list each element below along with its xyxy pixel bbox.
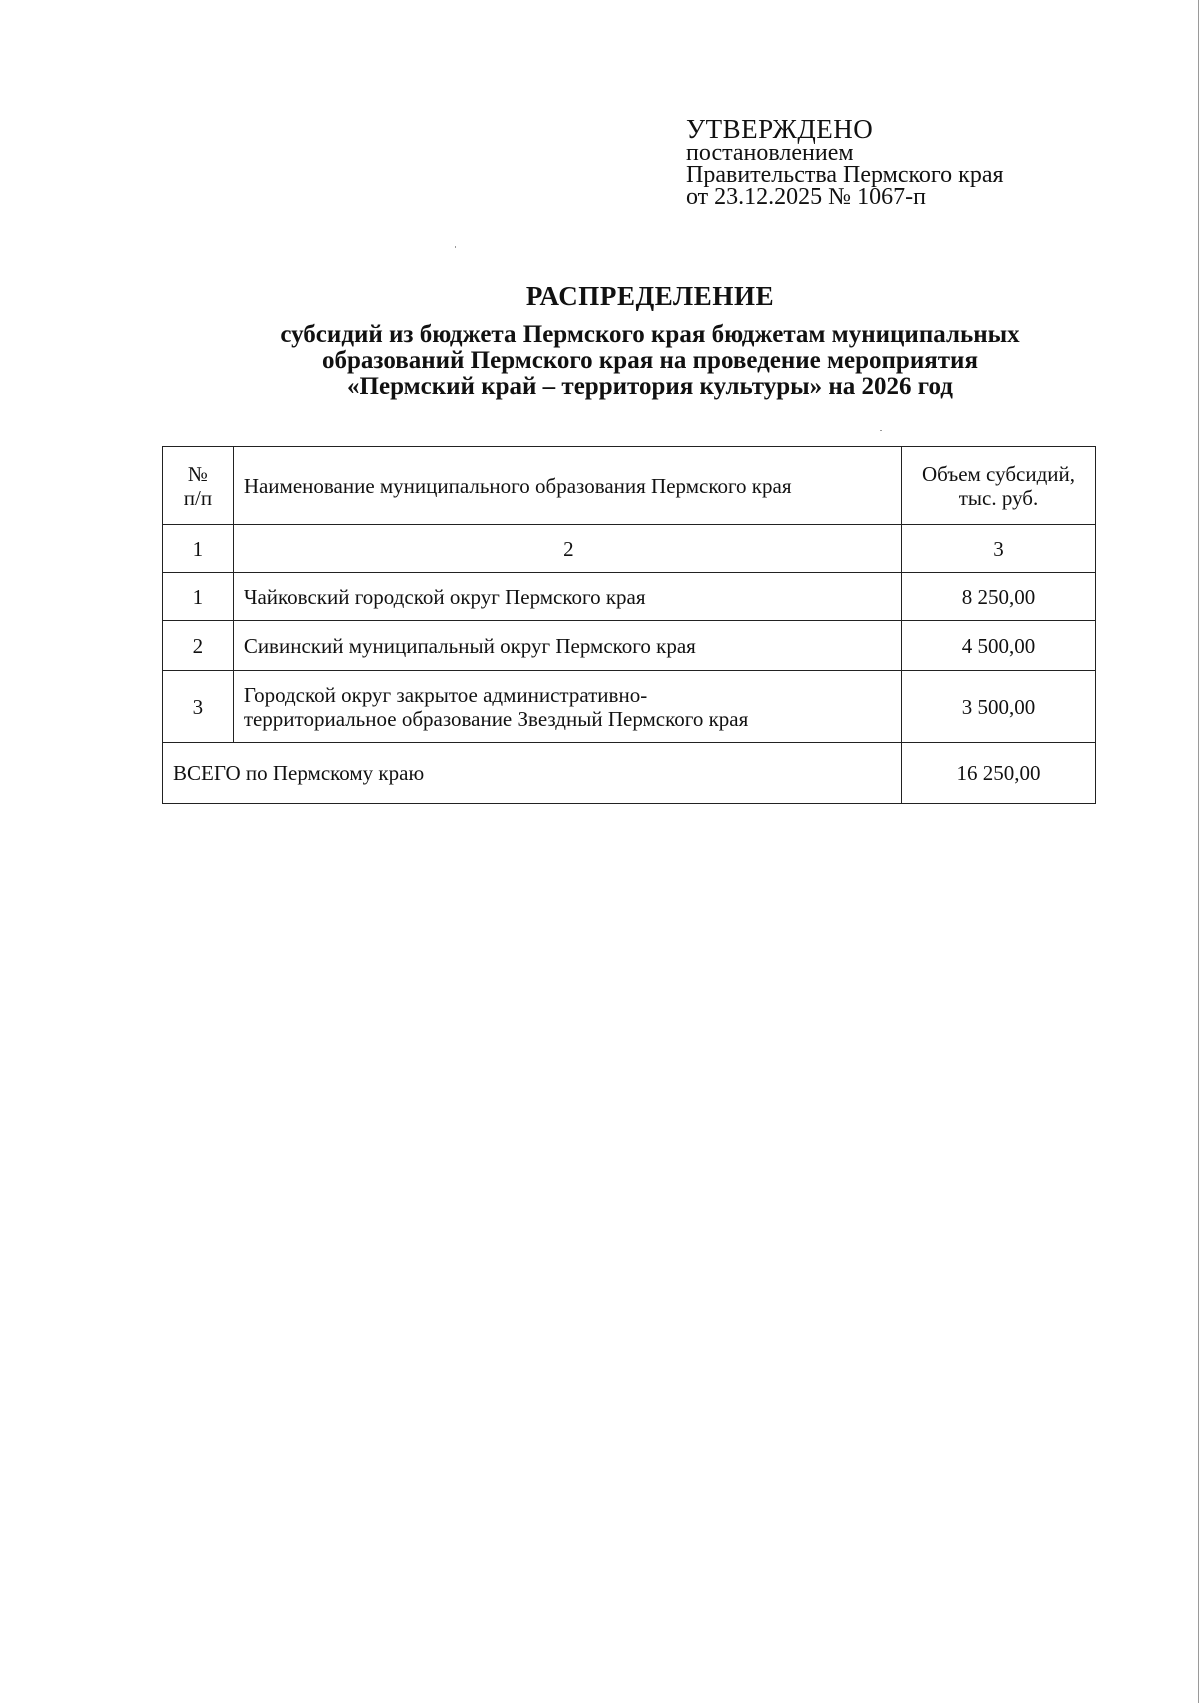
table-header-row xyxy=(163,447,1096,525)
document-title: РАСПРЕДЕЛЕНИЕ xyxy=(525,281,775,311)
table-row xyxy=(163,671,1096,743)
subtitle-line-3: «Пермский край – территория культуры» на 2026 год xyxy=(347,373,953,400)
document-subtitle xyxy=(150,322,1150,400)
approval-stamp xyxy=(686,116,1004,208)
row-number: 1 xyxy=(163,573,234,621)
approval-line-3: от 23.12.2025 № 1067-п xyxy=(686,184,926,210)
scan-speck xyxy=(880,430,882,431)
subtitle-line-2: образований Пермского края на проведение мероприятия xyxy=(322,347,978,374)
row-municipality: Чайковский городской округ Пермского края xyxy=(233,573,901,621)
approval-line-1: постановлением xyxy=(686,140,854,166)
row-municipality: Сивинский муниципальный округ Пермского края xyxy=(233,621,901,671)
column-number: 2 xyxy=(233,525,901,573)
row-number: 2 xyxy=(163,621,234,671)
column-number: 1 xyxy=(163,525,234,573)
header-amount: Объем субсидий, тыс. руб. xyxy=(902,447,1096,525)
column-number-row xyxy=(163,525,1096,573)
table-row xyxy=(163,621,1096,671)
total-label: ВСЕГО по Пермскому краю xyxy=(163,743,902,804)
total-row xyxy=(163,743,1096,804)
row-number: 3 xyxy=(163,671,234,743)
approval-line-2: Правительства Пермского края xyxy=(686,162,1004,188)
subtitle-line-1: субсидий из бюджета Пермского края бюджетам муниципальных xyxy=(280,321,1020,348)
row-municipality: Городской округ закрытое административно- территориальное образование Звездный Пермского края xyxy=(233,671,901,743)
header-number: № п/п xyxy=(163,447,234,525)
table-row xyxy=(163,573,1096,621)
scan-edge-line xyxy=(1198,0,1199,1703)
header-municipality: Наименование муниципального образования Пермского края xyxy=(233,447,901,525)
scan-speck xyxy=(455,246,456,248)
row-amount: 8 250,00 xyxy=(902,573,1096,621)
column-number: 3 xyxy=(902,525,1096,573)
row-amount: 3 500,00 xyxy=(902,671,1096,743)
approval-title: УТВЕРЖДЕНО xyxy=(686,114,874,144)
distribution-table xyxy=(162,446,1096,804)
total-amount: 16 250,00 xyxy=(902,743,1096,804)
row-amount: 4 500,00 xyxy=(902,621,1096,671)
